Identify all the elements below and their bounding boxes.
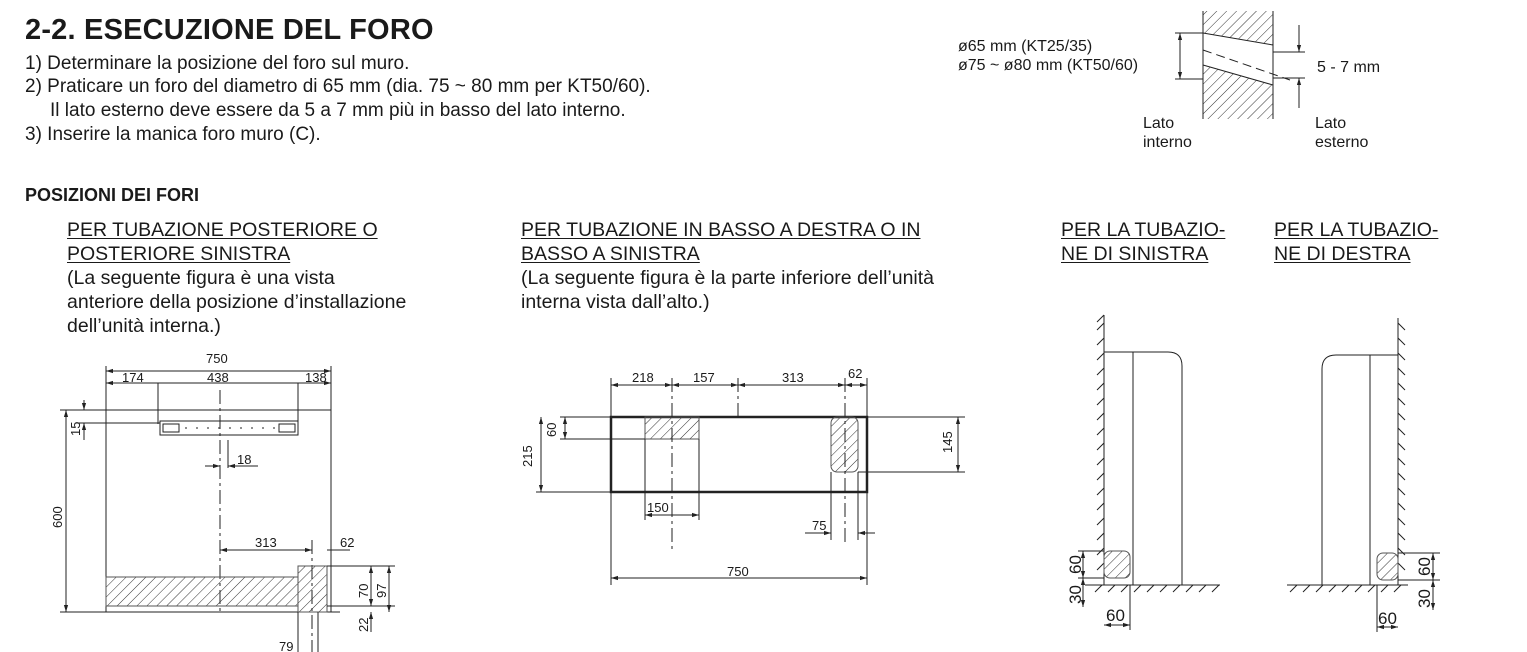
inside-label-1: Lato [1143, 115, 1175, 132]
fig1-dim-600: 600 [50, 506, 65, 528]
fig1-dim-15: 15 [68, 421, 83, 436]
fig1-dim-70: 70 [356, 583, 371, 598]
fig1-dim-138: 138 [305, 370, 327, 385]
fig1-dim-438: 438 [207, 370, 229, 385]
fig2-dim-157: 157 [693, 370, 715, 385]
fig3-dim-30: 30 [1066, 585, 1085, 604]
fig2-dim-60: 60 [544, 422, 559, 437]
fig1-drawing [60, 366, 395, 652]
fig3-drawing [1078, 315, 1220, 630]
step-1: 1) Determinare la posizione del foro sul muro. [25, 53, 410, 74]
fig1-dim-313: 313 [255, 535, 277, 550]
fig2-dim-750: 750 [727, 564, 749, 579]
fig4-heading-2: NE DI DESTRA [1274, 243, 1411, 265]
outside-label-1: Lato [1315, 115, 1347, 132]
fig3-dim-60: 60 [1066, 555, 1085, 574]
fig1-dim-97: 97 [374, 583, 389, 598]
outside-label-2: esterno [1315, 134, 1369, 151]
step-2: 2) Praticare un foro del diametro di 65 mm (dia. 75 ~ 80 mm per KT50/60). [25, 76, 651, 97]
fig2-dim-75: 75 [812, 518, 827, 533]
fig4-dim-w60: 60 [1378, 609, 1397, 628]
diameter-spec-kt25: ø65 mm (KT25/35) [958, 38, 1093, 55]
fig3-heading-2: NE DI SINISTRA [1061, 243, 1209, 265]
fig1-dim-79: 79 [279, 639, 294, 652]
fig2-dim-62: 62 [848, 366, 863, 381]
fig4-heading-1: PER LA TUBAZIO- [1274, 219, 1439, 241]
fig1-note: (La seguente figura è una vista anteriore della posizione d’installazione dell’unità interna.) [67, 267, 407, 337]
fig2-dim-150: 150 [647, 500, 669, 515]
fig1-dim-62: 62 [340, 535, 355, 550]
fig2-heading-1: PER TUBAZIONE IN BASSO A DESTRA O IN [521, 219, 921, 241]
fig1-dim-22: 22 [356, 617, 371, 632]
section-title: POSIZIONI DEI FORI [25, 185, 200, 205]
step-3: 3) Inserire la manica foro muro (C). [25, 124, 321, 145]
offset-spec: 5 - 7 mm [1317, 59, 1381, 76]
fig2-dim-313: 313 [782, 370, 804, 385]
fig2-drawing [536, 378, 965, 585]
step-2-continued: Il lato esterno deve essere da 5 a 7 mm più in basso del lato interno. [50, 100, 626, 121]
diameter-spec-kt50: ø75 ~ ø80 mm (KT50/60) [958, 57, 1139, 74]
fig4-dim-30: 30 [1415, 589, 1434, 608]
page-title: 2-2. ESECUZIONE DEL FORO [25, 14, 434, 46]
fig1-dim-18: 18 [237, 452, 252, 467]
fig2-dim-218: 218 [632, 370, 654, 385]
fig4-dim-60: 60 [1415, 557, 1434, 576]
fig1-heading-1: PER TUBAZIONE POSTERIORE O [67, 219, 378, 241]
fig4-drawing [1287, 318, 1440, 632]
fig1-dim-174: 174 [122, 370, 144, 385]
fig2-note: (La seguente figura è la parte inferiore dell’unità interna vista dall’alto.) [521, 267, 935, 313]
fig2-dim-145: 145 [940, 431, 955, 453]
fig1-dim-750: 750 [206, 351, 228, 366]
fig3-dim-w60: 60 [1106, 606, 1125, 625]
inside-label-2: interno [1143, 134, 1192, 151]
fig3-heading-1: PER LA TUBAZIO- [1061, 219, 1226, 241]
wall-section-drawing [1175, 11, 1305, 119]
fig1-heading-2: POSTERIORE SINISTRA [67, 243, 291, 265]
fig2-dim-215: 215 [520, 445, 535, 467]
fig2-heading-2: BASSO A SINISTRA [521, 243, 700, 265]
